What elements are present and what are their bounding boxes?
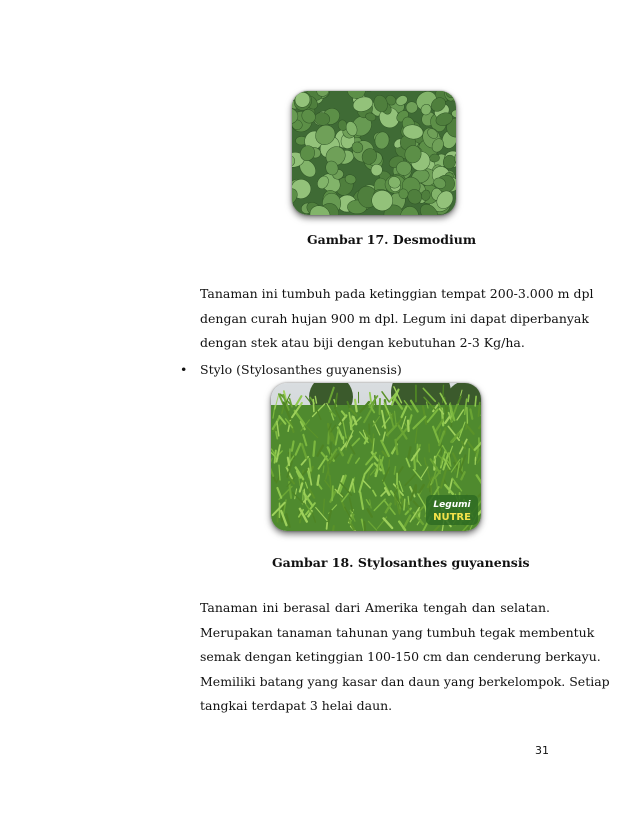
bullet-item-stylo [180,358,402,382]
paragraph-line: Tanaman ini tumbuh pada ketinggian tempat 200-3.000 m dpl [200,286,594,301]
paragraph-desmodium [200,282,594,356]
paragraph-line: Merupakan tanaman tahunan yang tumbuh tegak membentuk [200,624,595,640]
paragraph-line: Tanaman ini berasal dari Amerika tengah dan selatan. [200,600,550,615]
paragraph-line: tangkai terdapat 3 helai daun. [200,698,393,713]
desmodium-leaves-image [292,91,456,215]
paragraph-line: dengan curah hujan 900 m dpl. Legum ini dapat diperbanyak [200,310,589,326]
bullet-icon: • [180,362,188,377]
figure-18-caption: Gambar 18. Stylosanthes guyanensis [272,555,530,570]
stylosanthes-photo [271,383,481,531]
bullet-text: Stylo (Stylosanthes guyanensis) [200,362,402,377]
paragraph-line: semak dengan ketinggian 100-150 cm dan cenderung berkayu. [200,649,601,664]
figure-17-caption: Gambar 17. Desmodium [307,232,477,247]
stylo-field-image [271,383,481,531]
desmodium-photo [292,91,456,215]
paragraph-stylo [200,596,610,719]
page-number: 31 [535,744,549,757]
paragraph-line: Memiliki batang yang kasar dan daun yang berkelompok. Setiap [200,673,610,689]
svg-text:NUTRE: NUTRE [433,512,471,523]
legumi-nutre-logo [426,495,478,525]
svg-text:Legumi: Legumi [433,500,471,510]
paragraph-line: dengan stek atau biji dengan kebutuhan 2-3 Kg/ha. [200,335,525,350]
